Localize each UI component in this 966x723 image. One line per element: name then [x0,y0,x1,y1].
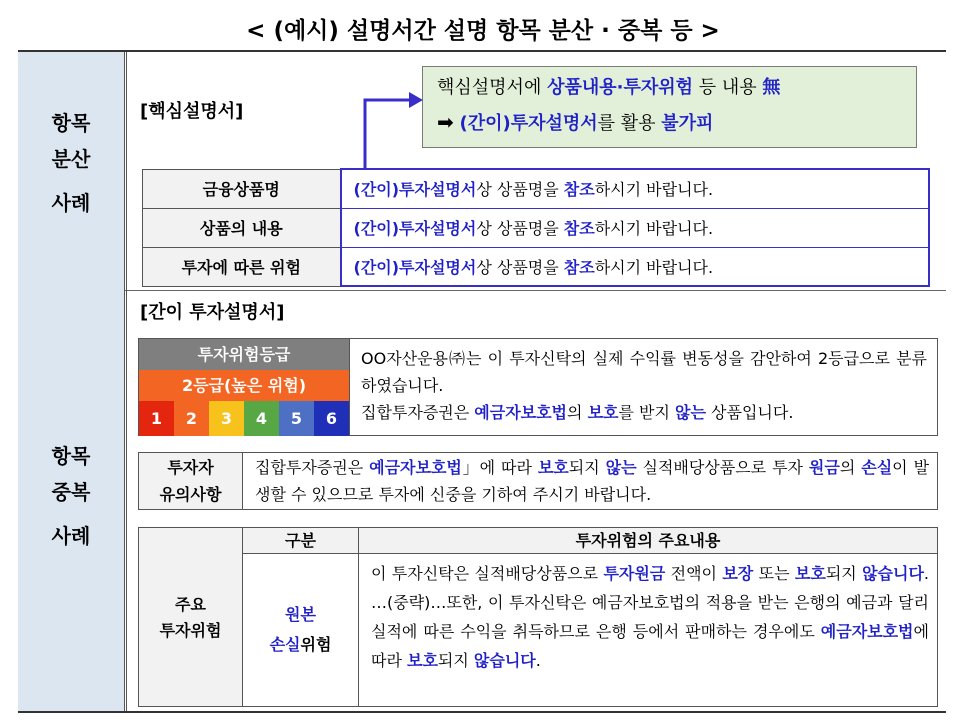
label-line: 항목 [51,111,91,135]
risk-grade-label: 2등급(높은 위험) [139,370,349,401]
text: 」에 따라 [461,458,538,477]
risk-grade-description: OO자산운용㈜는 이 투자신탁의 실제 수익률 변동성을 감안하여 2등급으로 분류하였습니다. [361,349,927,395]
text-highlight: 보장 [722,564,754,583]
text: 이 발생할 수 있으므로 투자에 신중을 기하여 주시기 바랍니다. [255,458,930,504]
principal-loss-risk-label [243,554,359,706]
principal-loss-risk-text [371,559,929,675]
text-highlight: 않습니다 [473,651,536,670]
text: 상품입니다. [705,403,794,422]
risk-level: 5 [279,401,314,436]
value-highlight: 참조 [563,219,595,238]
risk-level: 1 [139,401,174,436]
text: 의 [567,403,588,422]
label-line: 투자자 [167,458,214,477]
risk-level-scale [139,401,349,436]
text: . …(중략)…또한, 이 투자신탁은 예금자보호법의 적용을 받는 은행의 예금과 달리 실적에 따른 수익을 취득하므로 은행 등에서 판매하는 경우에도 [371,564,929,641]
section-label-distribution [18,105,124,221]
value-text: 하시기 바랍니다. [594,257,714,277]
risk-grade-protection [361,399,927,426]
table-row [143,169,930,208]
text: 되지 [825,564,863,583]
investor-notice-text [255,454,929,508]
text: 위험 [300,635,332,654]
text: 되지 [437,651,474,670]
text-highlight: 원본 [285,605,316,624]
label-line: 항목 [51,444,91,468]
frame-mid-line [18,290,946,291]
callout-text: 를 활용 [597,113,662,134]
investor-notice-box [138,452,938,510]
text-highlight: 않습니다 [862,564,924,583]
text-highlight: 투자원금 [603,564,666,583]
text: . [535,651,541,670]
label-line: 중복 [51,480,91,504]
simple-prospectus-heading: [간이 투자설명서] [140,302,285,323]
major-risk-header-col1: 구분 [243,528,359,554]
label-line: 투자위험 [159,621,222,640]
value-highlight: (간이)투자설명서 [353,180,477,200]
text-highlight: 않는 [675,403,706,422]
text: 에 따라 [371,622,929,670]
callout-box [422,66,917,148]
table-row [143,247,930,286]
risk-grade-box [138,338,938,436]
text-highlight: 원금 [808,458,840,477]
callout-highlight: 불가피 [661,113,714,134]
text-highlight: 손실 [269,635,301,654]
frame-bottom-line [18,711,946,713]
text-highlight: 보호 [407,651,438,670]
value-highlight: 참조 [563,257,595,277]
value-text: 상 상품명을 [476,257,564,277]
risk-level: 2 [174,401,209,436]
text-highlight: 보호 [587,403,619,422]
label-line: 사례 [51,524,91,548]
risk-level: 6 [314,401,349,436]
text-highlight: 손실 [861,458,893,477]
row-label: 투자에 따른 위험 [143,247,341,286]
text-highlight: 보호 [537,458,569,477]
value-highlight: (간이)투자설명서 [353,257,477,277]
text: 를 받지 [618,403,676,422]
risk-level: 4 [244,401,279,436]
label-line: 사례 [51,191,91,215]
investor-notice-label [139,453,243,509]
callout-text: 등 내용 [693,77,763,98]
left-divider [124,52,127,711]
callout-line-1 [437,71,902,105]
text-highlight: 않는 [605,458,637,477]
major-risk-header-col2: 투자위험의 주요내용 [359,528,937,554]
callout-highlight: 無 [762,77,781,98]
value-text: 상 상품명을 [476,219,564,238]
value-text: 하시기 바랍니다. [594,180,714,200]
callout-highlight: (간이)투자설명서 [459,113,598,134]
callout-text: 핵심설명서에 [437,77,548,98]
row-label: 상품의 내용 [143,208,341,247]
value-text: 상 상품명을 [476,180,564,200]
text: 또는 [753,564,795,583]
value-text: 하시기 바랍니다. [594,219,714,238]
frame-top-line [18,50,946,52]
text: 집합투자증권은 [255,458,370,477]
row-value [341,169,930,208]
value-highlight: (간이)투자설명서 [353,219,477,238]
major-risk-table [138,527,938,707]
text: 되지 [568,458,606,477]
callout-highlight: 상품내용·투자위험 [547,77,694,98]
text: 전액이 [665,564,723,583]
label-line: 유의사항 [159,485,222,504]
text: 이 투자신탁은 실적배당상품으로 [371,564,604,583]
risk-level: 3 [209,401,244,436]
text: 의 [839,458,862,477]
row-value [341,247,930,286]
right-arrow-icon: ➡ [437,110,454,134]
text-highlight: 예금자보호법 [474,403,568,422]
text-highlight: 예금자보호법 [369,458,462,477]
section-label-duplication [18,438,124,554]
text: 집합투자증권은 [361,403,475,422]
text-highlight: 예금자보호법 [820,622,914,641]
core-description-table [142,168,930,287]
row-label: 금융상품명 [143,169,341,208]
core-description-heading: [핵심설명서] [140,101,244,122]
text: 실적배당상품으로 투자 [636,458,809,477]
connector-arrow-icon [355,88,427,172]
risk-grade-divider [349,339,350,435]
label-line: 주요 [175,595,206,614]
risk-grade-text [361,345,927,426]
value-highlight: 참조 [563,180,595,200]
page-title: < (예시) 설명서간 설명 항목 분산 · 중복 등 > [246,18,720,44]
label-line: 분산 [51,147,91,171]
callout-line-2 [437,105,902,141]
text-highlight: 보호 [794,564,826,583]
row-value [341,208,930,247]
table-row [143,208,930,247]
risk-grade-header: 투자위험등급 [139,339,349,370]
major-risk-row-label [139,528,243,706]
